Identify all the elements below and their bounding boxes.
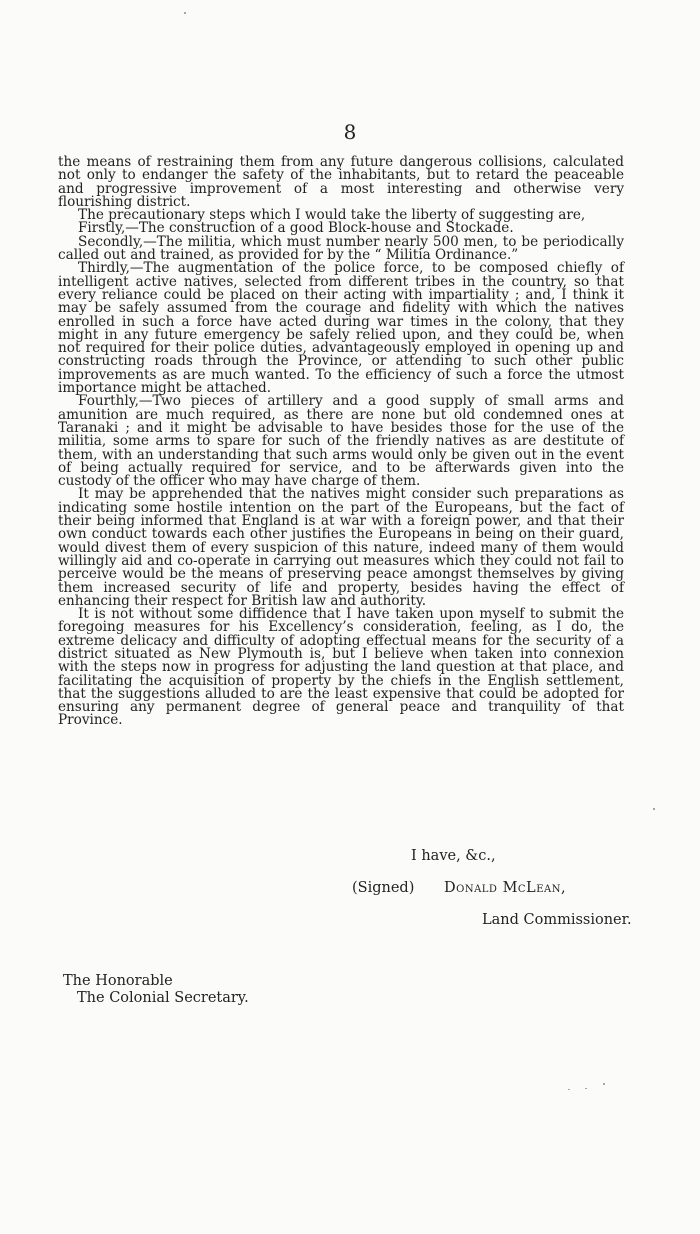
paragraph-firstly: Firstly,—The construction of a good Block-house and Stockade. <box>78 220 514 237</box>
paragraph-apprehension: It may be apprehended that the natives might consider such preparations as indicating some hostile intention on the part of the Europeans, but the fact of their being informed that England is at war with a foreign power, and that their own conduct towards each other justifies the Europeans in being on their guard, would divest them of every suspicion of this nature, indeed many of them would willingly aid and co-operate in carrying out measures which they could not fail to perceive would be the means of preserving peace amongst themselves by giving them increased security of life and property, besides having the effect of enhancing their respect for British law and authority. <box>58 486 624 609</box>
paper-speck <box>568 1089 570 1090</box>
signed-label: (Signed) <box>352 880 415 896</box>
paper-speck <box>603 1083 605 1085</box>
signatory-title: Land Commissioner. <box>482 912 632 928</box>
closing-salutation: I have, &c., <box>411 848 496 864</box>
addressee-line-1: The Honorable <box>63 973 173 989</box>
paragraph-precautionary-steps: The precautionary steps which I would take the liberty of suggesting are, <box>78 207 586 224</box>
signature-line <box>352 880 700 896</box>
paper-speck <box>184 12 186 14</box>
addressee-block <box>63 973 249 1007</box>
paragraph-continuation: the means of restraining them from any future dangerous collisions, calculated not only to endanger the safety of the inhabitants, but to retard the peaceable and progressive improvement of a most interesting and otherwise very flourishing district. <box>58 154 624 210</box>
letter-body <box>58 156 624 728</box>
addressee-line-2: The Colonial Secretary. <box>77 990 249 1006</box>
page-number: 8 <box>343 120 357 144</box>
signatory-name: Donald McLean, <box>444 880 567 896</box>
paragraph-conclusion: It is not without some diffidence that I have taken upon myself to submit the foregoing measures for his Excellency’s consideration, feeling, as I do, the extreme delicacy and difficulty of adopting effectual means for the security of a district situated as New Plymouth is, but I believe when taken into connexion with the steps now in progress for adjusting the land question at that place, and facilitating the acquisition of property by the chiefs in the English settlement, that the suggestions alluded to are the least expensive that could be adopted for ensuring any permanent degree of general peace and tranquility of that Province. <box>58 606 624 729</box>
paper-speck <box>585 1088 587 1089</box>
paragraph-secondly: Secondly,—The militia, which must number nearly 500 men, to be periodically called out and trained, as provided for by the “ Militia Ordinance.” <box>58 233 624 264</box>
paper-speck <box>653 808 655 810</box>
paragraph-thirdly: Thirdly,—The augmentation of the police force, to be composed chiefly of intelligent active natives, selected from different tribes in the country, so that every reliance could be placed on their acting with impartiality ; and, I think it may be safely assumed from the courage and fidelity with which the natives enrolled in such a force have acted during war times in the colony, that they might in any future emergency be safely relied upon, and they could be, when not required for their police duties, advantageously employed in opening up and constructing roads through the Province, or attending to such other public improvements as are much wanted. To the efficiency of such a force the utmost importance might be attached. <box>58 260 624 397</box>
paragraph-fourthly: Fourthly,—Two pieces of artillery and a good supply of small arms and amunition are much required, as there are none but old condemned ones at Taranaki ; and it might be advisable to have besides those for the use of the militia, some arms to spare for such of the friendly natives as are destitute of them, with an understanding that such arms would only be given out in the event of being actually required for service, and to be afterwards given into the custody of the officer who may have charge of them. <box>58 393 624 490</box>
